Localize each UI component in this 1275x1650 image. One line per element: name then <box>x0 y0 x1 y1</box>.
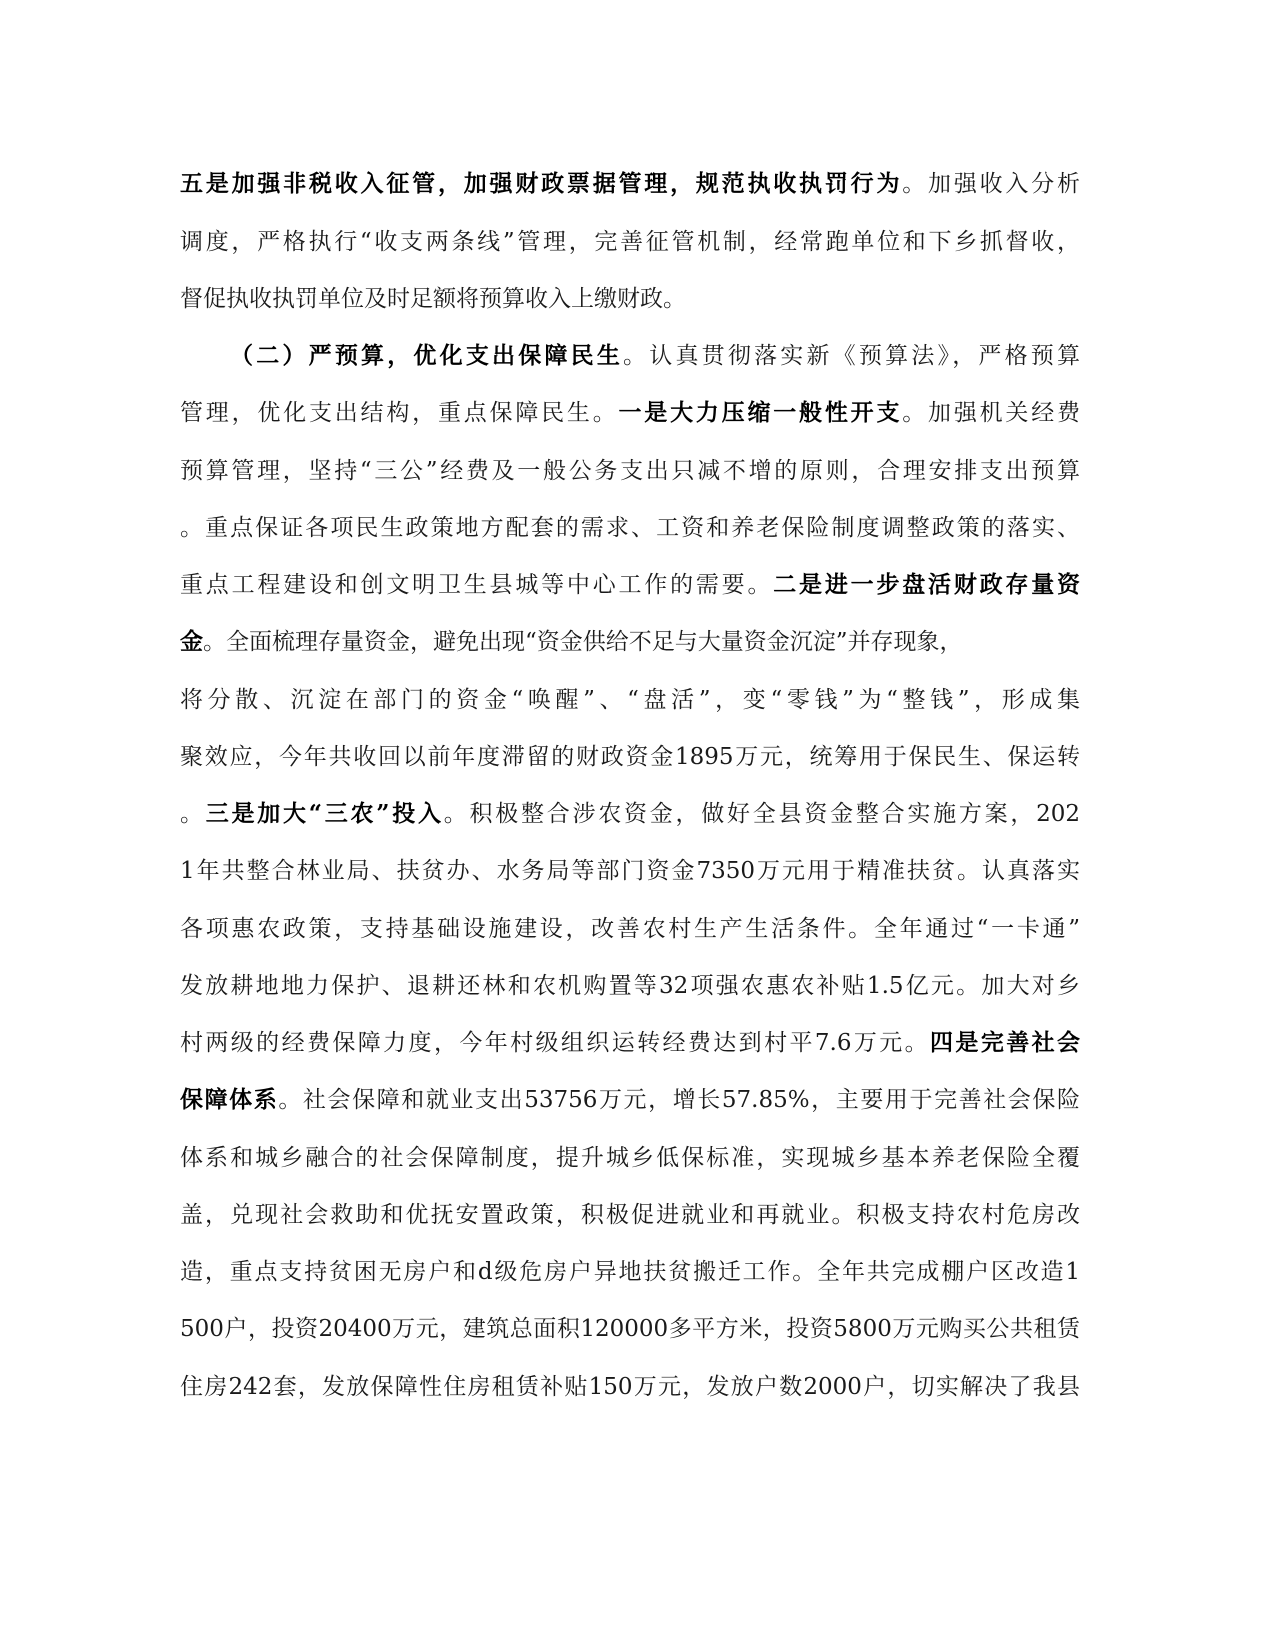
bold-heading: 三是加大“三农”投入 <box>205 800 444 827</box>
text-line-8 <box>180 565 1080 605</box>
bold-heading: 四是完善社会 <box>930 1029 1081 1056</box>
text-line-7 <box>180 508 1080 548</box>
text-line-4 <box>230 336 1080 376</box>
text-run: 发放耕地地力保护、退耕还林和农机购置等32项强农惠农补贴1.5亿元。加大对乡 <box>180 973 1080 999</box>
text-line-6 <box>180 451 1080 491</box>
text-run: 各项惠农政策，支持基础设施建设，改善农村生产生活条件。全年通过“一卡通” <box>180 916 1080 942</box>
text-run: 1年共整合林业局、扶贫办、水务局等部门资金7350万元用于精准扶贫。认真落实 <box>180 858 1080 884</box>
text-run: 村两级的经费保障力度，今年村级组织运转经费达到村平7.6万元。 <box>180 1030 931 1056</box>
text-run: 。社会保障和就业支出53756万元，增长57.85%，主要用于完善社会保险 <box>278 1087 1080 1113</box>
text-line-18 <box>180 1138 1080 1178</box>
text-run: 。加强收入分析 <box>902 171 1081 197</box>
text-line-11 <box>180 737 1080 777</box>
text-run: 督促执收执罚单位及时足额将预算收入上缴财政。 <box>180 286 686 312</box>
text-run: 。积极整合涉农资金，做好全县资金整合实施方案，202 <box>443 801 1081 827</box>
text-line-12 <box>180 794 1080 834</box>
text-line-22 <box>180 1367 1080 1407</box>
text-run: 重点工程建设和创文明卫生县城等中心工作的需要。 <box>180 572 774 598</box>
text-line-13 <box>180 851 1080 891</box>
text-line-14 <box>180 909 1080 949</box>
text-run: 盖，兑现社会救助和优抚安置政策，积极促进就业和再就业。积极支持农村危房改 <box>180 1202 1080 1228</box>
text-line-10 <box>180 680 1080 720</box>
bold-heading: 一是大力压缩一般性开支 <box>618 399 903 426</box>
section-heading: （二）严预算，优化支出保障民生 <box>230 342 624 369</box>
text-run: 。重点保证各项民生政策地方配套的需求、工资和养老保险制度调整政策的落实、 <box>180 515 1080 541</box>
text-run: 。认真贯彻落实新《预算法》，严格预算 <box>623 343 1080 369</box>
text-line-17 <box>180 1080 1080 1120</box>
text-line-5 <box>180 393 1080 433</box>
bold-heading: 保障体系 <box>180 1086 279 1113</box>
text-line-9 <box>180 622 1080 662</box>
text-run: 住房242套，发放保障性住房租赁补贴150万元，发放户数2000户，切实解决了我县 <box>180 1374 1080 1400</box>
text-line-21 <box>180 1309 1080 1349</box>
text-line-3 <box>180 279 1080 319</box>
text-run: 聚效应，今年共收回以前年度滞留的财政资金1895万元，统筹用于保民生、保运转 <box>180 744 1080 770</box>
bold-heading: 金 <box>180 628 203 655</box>
bold-heading: 二是进一步盘活财政存量资 <box>773 571 1081 598</box>
text-run: 管理，优化支出结构，重点保障民生。 <box>180 400 619 426</box>
text-line-1 <box>180 164 1080 204</box>
text-run: 将分散、沉淀在部门的资金“唤醒”、“盘活”，变“零钱”为“整钱”，形成集 <box>180 687 1080 713</box>
text-line-20 <box>180 1252 1080 1292</box>
text-run: 。 <box>180 801 206 827</box>
text-run: 预算管理，坚持“三公”经费及一般公务支出只减不增的原则，合理安排支出预算 <box>180 458 1080 484</box>
text-line-16 <box>180 1023 1080 1063</box>
text-run: 。加强机关经费 <box>902 400 1081 426</box>
text-run: 500户，投资20400万元，建筑总面积120000多平方米，投资5800万元购买公共租赁 <box>180 1316 1080 1342</box>
text-run: 调度，严格执行“收支两条线”管理，完善征管机制，经常跑单位和下乡抓督收， <box>180 229 1080 255</box>
text-line-19 <box>180 1195 1080 1235</box>
text-line-2 <box>180 222 1080 262</box>
text-run: 。全面梳理存量资金，避免出现“资金供给不足与大量资金沉淀”并存现象， <box>203 629 963 655</box>
text-run: 体系和城乡融合的社会保障制度，提升城乡低保标准，实现城乡基本养老保险全覆 <box>180 1145 1080 1171</box>
bold-heading: 五是加强非税收入征管，加强财政票据管理，规范执收执罚行为 <box>180 170 903 197</box>
text-run: 造，重点支持贫困无房户和d级危房户异地扶贫搬迁工作。全年共完成棚户区改造1 <box>180 1259 1080 1285</box>
text-line-15 <box>180 966 1080 1006</box>
